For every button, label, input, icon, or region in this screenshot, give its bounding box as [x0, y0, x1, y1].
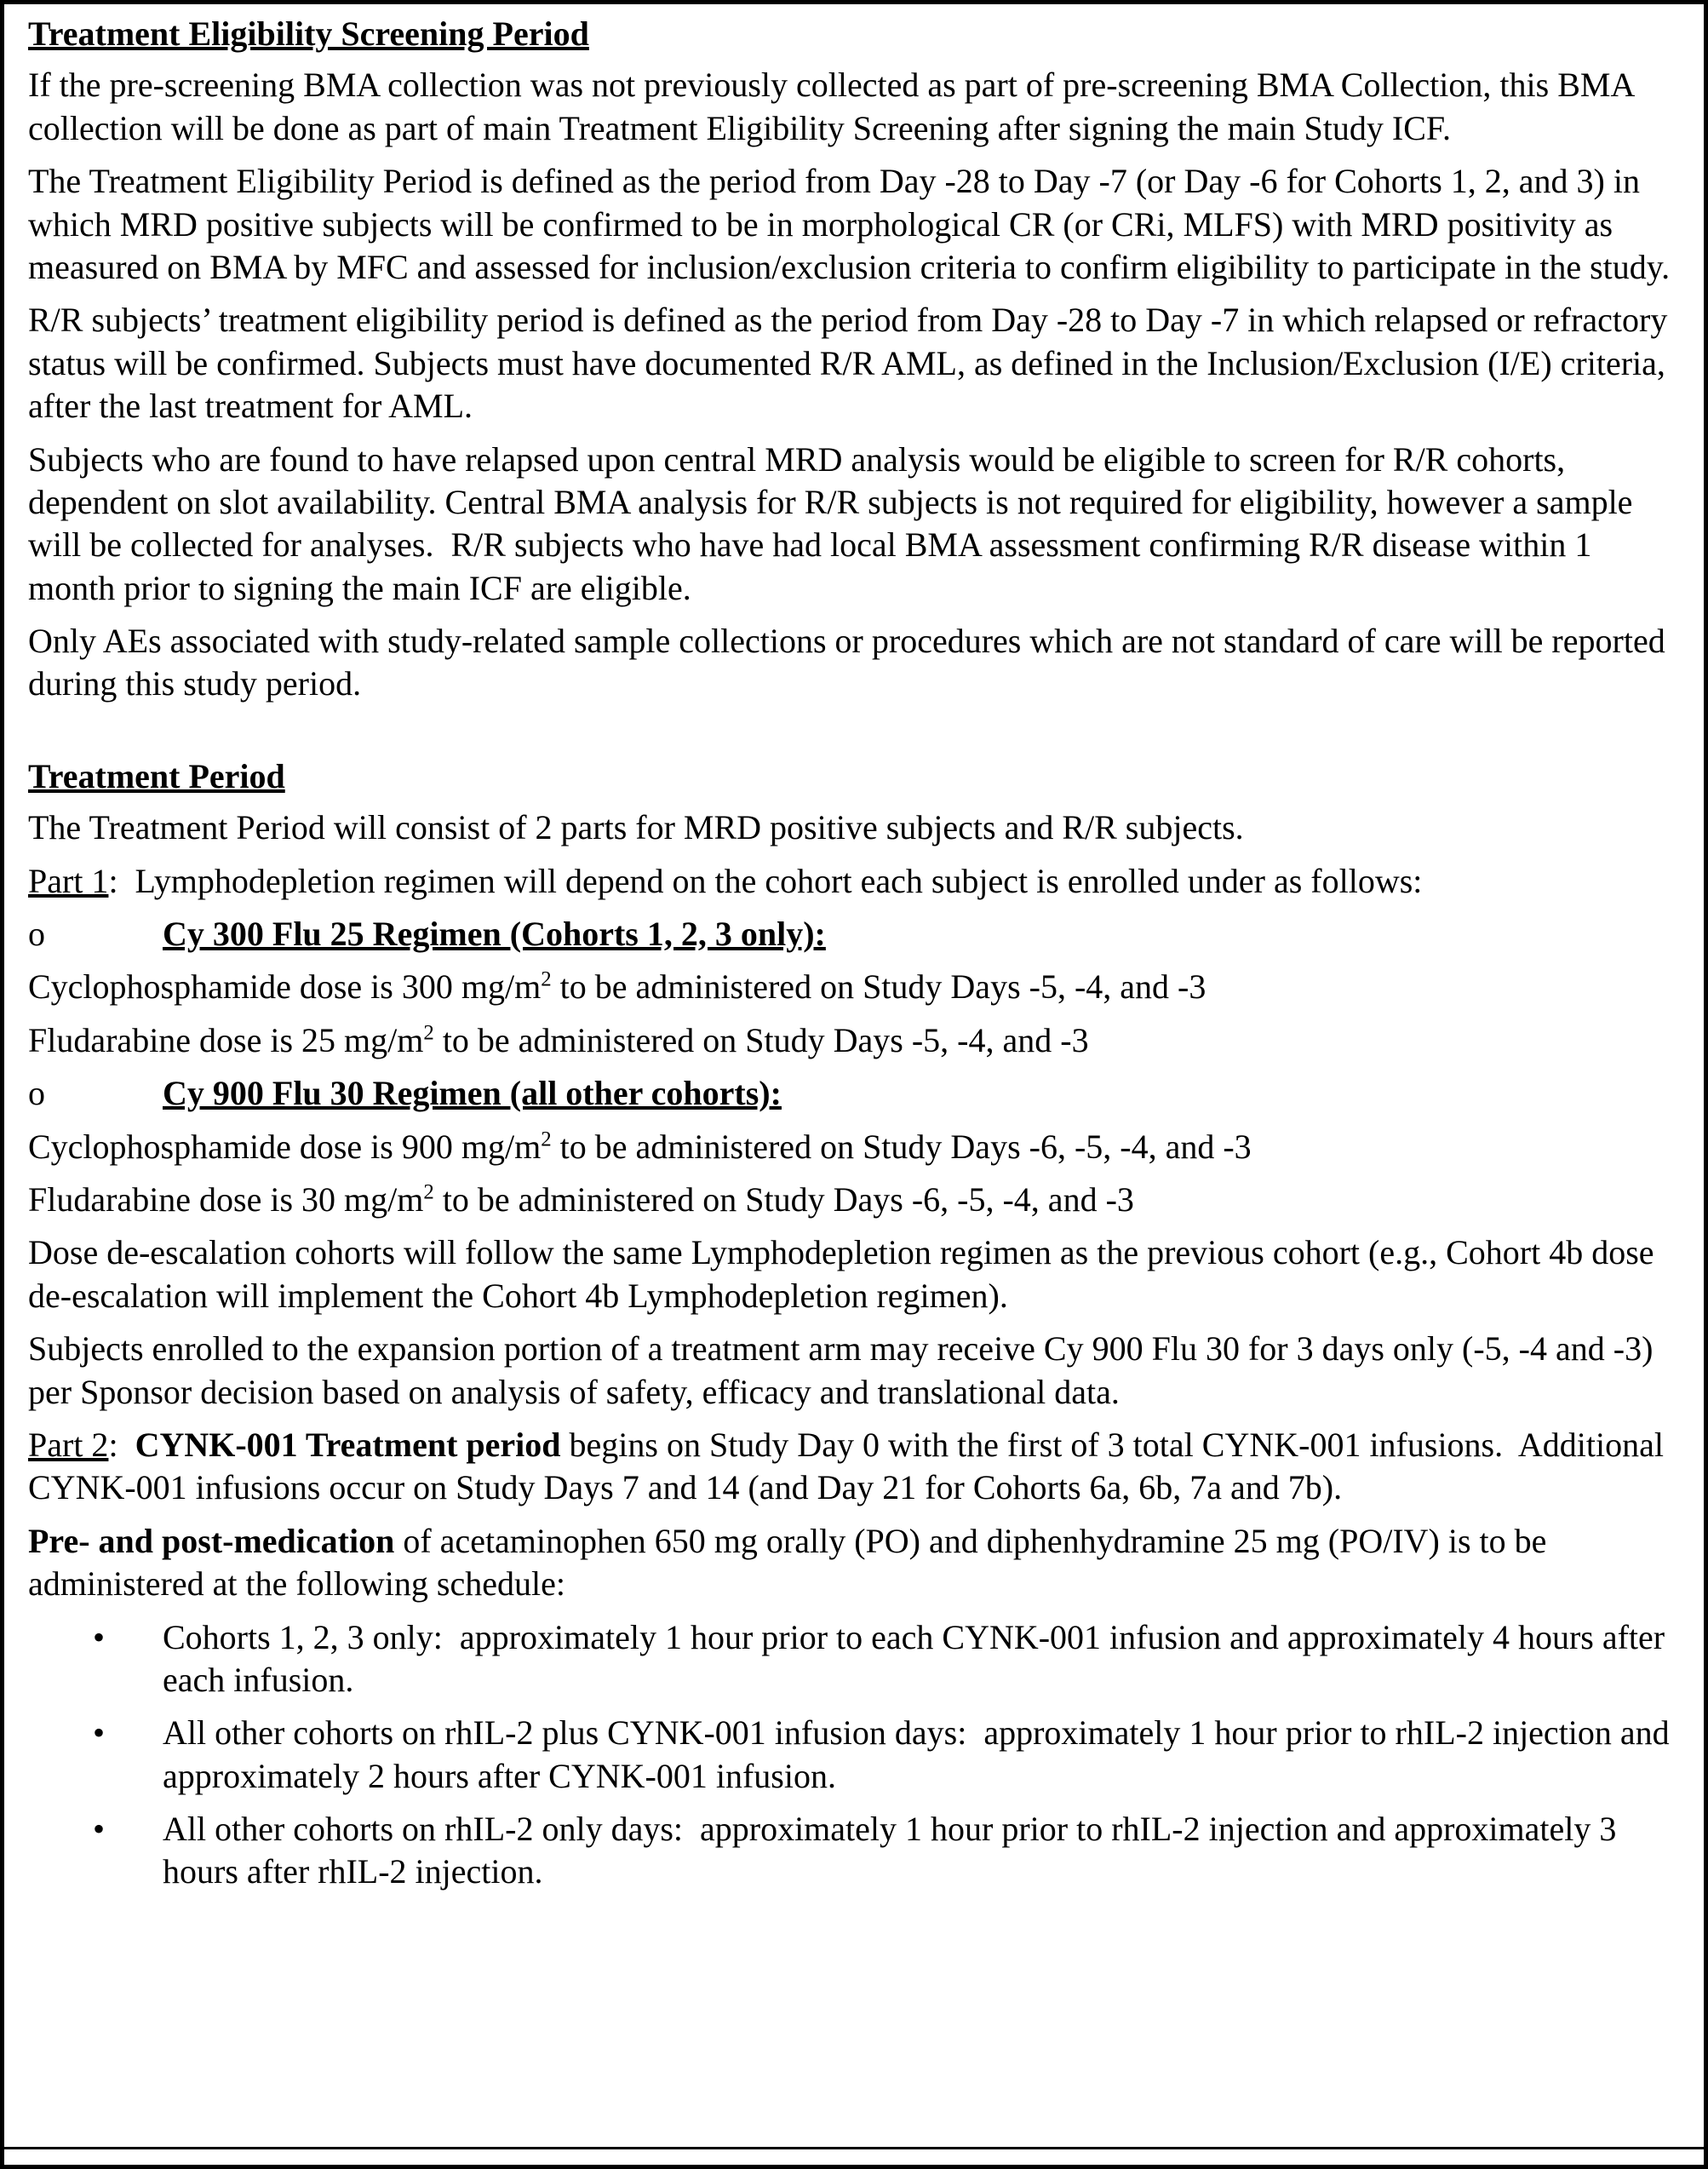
text-run: All other cohorts on rhIL-2 only days: approximately 1 hour prior to rhIL-2 injection and approximately 3 hours after rhIL-2 injection.	[163, 1810, 1625, 1891]
text-run: Fludarabine dose is 25 mg/m	[28, 1020, 424, 1059]
text-run: If the pre-screening BMA collection was not previously collected as part of pre-screening BMA Collection, this BMA collection will be done as part of main Treatment Eligibility Screening after signing the main Study ICF.	[28, 66, 1642, 147]
table-bottom-row	[4, 2149, 1704, 2165]
bullet-list-item	[28, 1616, 1678, 1702]
text-run: Treatment Period	[28, 756, 285, 795]
superscript-text: 2	[541, 1128, 552, 1151]
paragraph	[28, 1328, 1678, 1414]
bullet-list-item	[28, 1808, 1678, 1894]
text-run: to be administered on Study Days -5, -4, and -3	[551, 967, 1206, 1007]
paragraph	[28, 439, 1678, 611]
text-run: begins on Study Day 0 with the first of 3 total CYNK-001 infusions. Additional CYNK-001 infusions occur on Study Days 7 and 14 (and Day 21 for Cohorts 6a, 6b, 7a and 7b).	[28, 1425, 1673, 1507]
o-list-marker: o	[28, 915, 45, 954]
text-run: Cohorts 1, 2, 3 only: approximately 1 hour prior to each CYNK-001 infusion and approximately 4 hours after each infusion.	[163, 1617, 1674, 1699]
text-run: All other cohorts on rhIL-2 plus CYNK-001 infusion days: approximately 1 hour prior to rhIL-2 injection and approximately 2 hours after CYNK-001 infusion.	[163, 1713, 1678, 1795]
text-run: Subjects enrolled to the expansion portion of a treatment arm may receive Cy 900 Flu 30 for 3 days only (-5, -4 and -3) per Sponsor decision based on analysis of safety, efficacy and translational data.	[28, 1329, 1662, 1411]
bullet-marker: •	[93, 1713, 106, 1753]
list-item-text	[163, 913, 1678, 955]
text-run: to be administered on Study Days -6, -5, -4, and -3	[551, 1127, 1252, 1166]
list-item-text	[163, 1072, 1678, 1115]
bullet-list-item	[28, 1712, 1678, 1798]
o-list-marker: o	[28, 1074, 45, 1113]
o-list-item	[28, 913, 1678, 955]
paragraph	[28, 806, 1678, 849]
o-list-item	[28, 1072, 1678, 1115]
text-run: R/R subjects’ treatment eligibility period is defined as the period from Day -28 to Day -7 in which relapsed or refractory status will be confirmed. Subjects must have documented R/R AML, as defined in the Inclusion/Exclusion (I/E) criteria, after the last treatment for AML.	[28, 301, 1676, 426]
text-run: Subjects who are found to have relapsed upon central MRD analysis would be eligible to screen for R/R cohorts, dependent on slot availability. Central BMA analysis for R/R subjects is not required for eligibility, however a sample will be collected for analyses. R/R subjects who have had local BMA assessment confirming R/R disease within 1 month prior to signing the main ICF are eligible.	[28, 439, 1642, 607]
paragraph	[28, 64, 1678, 150]
text-run: Only AEs associated with study-related sample collections or procedures which are not standard of care will be reported during this study period.	[28, 622, 1674, 703]
paragraph	[28, 1520, 1678, 1606]
text-run: The Treatment Period will consist of 2 parts for MRD positive subjects and R/R subjects.	[28, 808, 1244, 847]
paragraph	[28, 160, 1678, 289]
text-run: of acetaminophen 650 mg orally (PO) and diphenhydramine 25 mg (PO/IV) is to be administered at the following schedule:	[28, 1521, 1556, 1604]
section-heading	[28, 755, 1678, 798]
section-heading	[28, 13, 1678, 55]
bullet-marker: •	[93, 1617, 106, 1656]
text-run: to be administered on Study Days -6, -5, -4, and -3	[433, 1179, 1134, 1219]
text-run: Cyclophosphamide dose is 900 mg/m	[28, 1127, 542, 1166]
text-run: : Lymphodepletion regimen will depend on the cohort each subject is enrolled under as follows:	[108, 861, 1423, 900]
list-item-text	[163, 1616, 1678, 1702]
paragraph	[28, 966, 1678, 1008]
blank-line	[28, 716, 1678, 755]
paragraph	[28, 1231, 1678, 1317]
paragraph	[28, 860, 1678, 903]
text-run: Part 1	[28, 861, 109, 900]
text-run: The Treatment Eligibility Period is defined as the period from Day -28 to Day -7 (or Day -6 for Cohorts 1, 2, and 3) in which MRD positive subjects will be confirmed to be in morphological CR (or CRi, MLFS) with MRD positivity as measured on BMA by MFC and assessed for inclusion/exclusion criteria to confirm eligibility to participate in the study.	[28, 162, 1671, 286]
text-run: Pre- and post-medication	[28, 1521, 395, 1560]
superscript-text: 2	[541, 968, 552, 992]
text-run: :	[108, 1425, 135, 1464]
text-run: Fludarabine dose is 30 mg/m	[28, 1179, 424, 1219]
paragraph	[28, 1424, 1678, 1510]
text-run: to be administered on Study Days -5, -4, and -3	[433, 1020, 1089, 1059]
text-run: Dose de-escalation cohorts will follow the same Lymphodepletion regimen as the previous cohort (e.g., Cohort 4b dose de-escalation will implement the Cohort 4b Lymphodepletion regimen).	[28, 1233, 1663, 1315]
paragraph	[28, 1126, 1678, 1168]
text-run: Cy 900 Flu 30 Regimen (all other cohorts):	[163, 1074, 782, 1113]
list-item-text	[163, 1712, 1678, 1798]
document-body	[4, 4, 1704, 2149]
paragraph	[28, 1179, 1678, 1221]
paragraph	[28, 1019, 1678, 1062]
text-run: CYNK-001 Treatment period	[135, 1425, 561, 1464]
superscript-text: 2	[423, 1021, 434, 1045]
text-run: Cyclophosphamide dose is 300 mg/m	[28, 967, 542, 1007]
text-run: Cy 300 Flu 25 Regimen (Cohorts 1, 2, 3 only):	[163, 915, 826, 954]
text-run: Treatment Eligibility Screening Period	[28, 14, 589, 53]
superscript-text: 2	[423, 1180, 434, 1204]
bullet-marker: •	[93, 1810, 106, 1849]
text-run: Part 2	[28, 1425, 109, 1464]
paragraph	[28, 299, 1678, 427]
paragraph	[28, 620, 1678, 706]
list-item-text	[163, 1808, 1678, 1894]
